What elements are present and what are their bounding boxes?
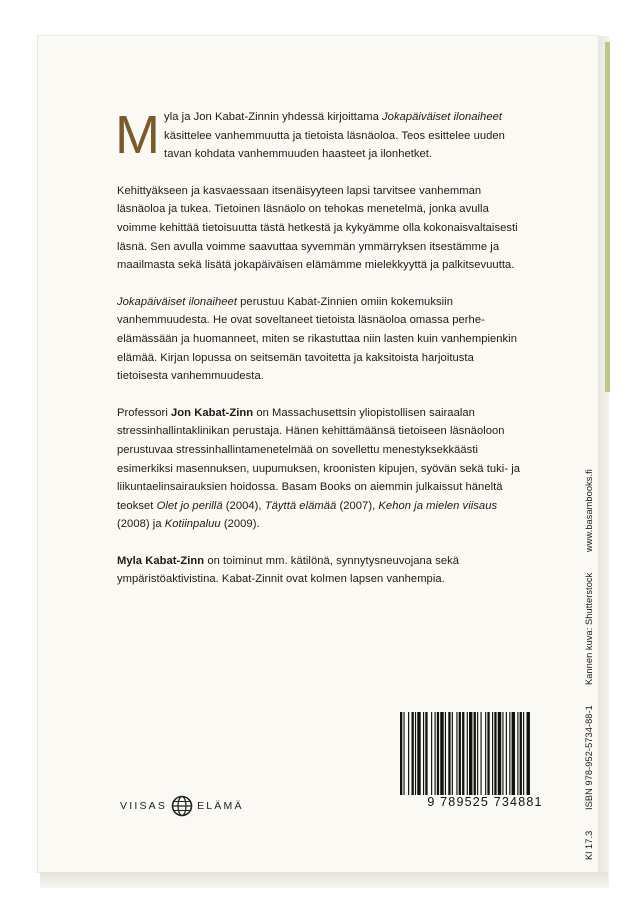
globe-icon xyxy=(171,795,193,817)
book-title: Jokapäiväiset ilonaiheet xyxy=(382,111,503,123)
logo-text-right: ELÄMÄ xyxy=(197,800,244,812)
logo-text-left: VIISAS xyxy=(120,800,168,812)
author-name: Jon Kabat-Zinn xyxy=(171,406,254,419)
author-name: Myla Kabat-Zinn xyxy=(117,554,205,567)
intro-paragraph: Myla ja Jon Kabat-Zinnin yhdessä kirjoittama Jokapäiväiset ilonaiheet käsittelee vanhemmuutta ja tietoista läsnäoloa. Teos esittelee uuden tavan kohdata vanhemmuuden haasteet ja ilonhetket. xyxy=(115,105,505,165)
book-bottom-edge xyxy=(40,872,608,888)
description-paragraph: Kehittyäkseen ja kasvaessaan itsenäisyyteen lapsi tarvitsee vanhemman läsnäoloa ja tukea. Tietoinen läsnäolo on tehokas menetelmä, jonka avulla voimme kehittää tietoisuutta tästä hetkestä ja kykyämme olla kokonaisvaltaisesti läsnä. Sen avulla voimme saavuttaa syvemmän ymmärryksen itsestämme ja maailmasta sekä lisätä jokapäiväisen elämämme mielekkyyttä ja palkitsevuutta. xyxy=(117,184,518,272)
back-cover-text xyxy=(115,105,522,607)
class-code: Kl 17.3 xyxy=(584,830,594,860)
basis-paragraph: Jokapäiväiset ilonaiheet perustuu Kabat-Zinnien omiin kokemuksiin vanhemmuudesta. He ovat soveltaneet tietoista läsnäoloa omassa perhe-elämässään ja huomanneet, miten se rikastuttaa niin lasten kuin vanhempienkin elämää. Kirjan lopussa on seitsemän tavoitetta ja kaksitoista harjoitusta tietoisesta vanhemmuudesta. xyxy=(117,295,517,383)
book-title: Jokapäiväiset ilonaiheet xyxy=(117,295,237,308)
author-myla-bio: Myla Kabat-Zinn on toiminut mm. kätilönä, synnytysneuvojana sekä ympäristöaktivistina. Kabat-Zinnit ovat kolmen lapsen vanhempia. xyxy=(117,554,460,586)
barcode-number: 9 789525 734881 xyxy=(400,795,570,809)
author-jon-bio: Professori Jon Kabat-Zinn on Massachusettsin yliopistollisen sairaalan stressinhallintaklinikan perustaja. Hänen kehittämäänsä tietoiseen läsnäoloon perustuvaa stressinhallintamenetelmää on sovellettu menestyksekkäästi esimerkiksi masennuksen, uupumuksen, kroonisten kipujen, syövän sekä tuki- ja liikuntaelinsairauksien hoidossa. Basam Books on aiemmin julkaissut häneltä teokset Olet jo perillä (2004), Täyttä elämää (2007), Kehon ja mielen viisaus (2008) ja Kotiinpaluu (2009). xyxy=(117,406,521,531)
drop-cap: M xyxy=(115,105,161,165)
front-cover-edge xyxy=(605,42,610,392)
cover-credit: Kannen kuva: Shutterstock xyxy=(584,572,594,685)
publisher-website: www.basambooks.fi xyxy=(584,468,594,552)
isbn: ISBN 978-952-5734-88-1 xyxy=(584,705,594,811)
spine-info xyxy=(584,420,598,860)
series-logo xyxy=(120,795,244,817)
